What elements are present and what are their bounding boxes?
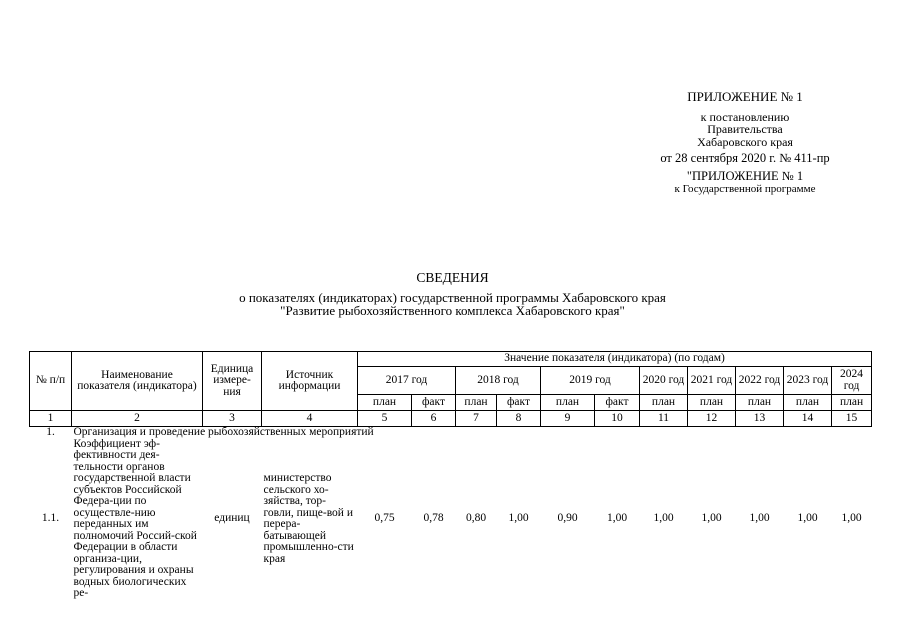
indicators-table <box>29 351 872 600</box>
col-number: 8 <box>497 411 541 427</box>
col-number: 11 <box>640 411 688 427</box>
header-plan-2022: план <box>736 395 784 411</box>
header-year-2024: 2024 год <box>832 367 872 395</box>
value-2020-plan: 1,00 <box>653 512 674 525</box>
document-title: СВЕДЕНИЯ <box>416 270 489 285</box>
col-number: 3 <box>203 411 262 427</box>
appendix-line-3: Правительства <box>707 122 783 137</box>
value-2019-fact: 1,00 <box>606 512 628 525</box>
header-year-2020: 2020 год <box>640 367 688 395</box>
header-values-group: Значение показателя (индикатора) (по годам) <box>358 352 872 367</box>
indicator-source: министерство сельского хо-зяйства, тор-говли, пище-вой и перера-батывающей промышленно-сти края <box>263 472 354 565</box>
col-number: 9 <box>541 411 595 427</box>
value-2017-plan: 0,75 <box>374 512 395 525</box>
indicator-name: Коэффициент эф-фективности дея-тельности органов государственной власти субъектов Российской Федера-ции по осуществле-нию переданных им полномочий Россий-ской Федерации в области организа-ции, регулирования и охраны водных биологических ре- <box>73 437 197 599</box>
value-2023-plan: 1,00 <box>797 512 818 525</box>
subtitle-line-2: "Развитие рыбохозяйственного комплекса Хабаровского края" <box>280 303 625 318</box>
header-year-2017: 2017 год <box>358 367 456 395</box>
header-plan-2021: план <box>688 395 736 411</box>
section-title: Организация и проведение рыбохозяйственных мероприятий <box>73 426 374 438</box>
appendix-program-ref: к Государственной программе <box>674 182 816 195</box>
section-number: 1. <box>46 426 55 438</box>
appendix-title: ПРИЛОЖЕНИЕ № 1 <box>687 89 803 104</box>
value-2022-plan: 1,00 <box>749 512 770 525</box>
header-year-2019: 2019 год <box>541 367 640 395</box>
col-number: 1 <box>30 411 72 427</box>
header-plan-2018: план <box>456 395 497 411</box>
col-number: 4 <box>262 411 358 427</box>
appendix-block <box>625 90 865 195</box>
indicator-unit: единиц <box>214 512 250 525</box>
header-fact-2019: факт <box>595 395 640 411</box>
header-plan-2017: план <box>358 395 412 411</box>
header-plan-2024: план <box>832 395 872 411</box>
header-plan-2023: план <box>784 395 832 411</box>
value-2018-plan: 0,80 <box>465 512 487 525</box>
col-number: 6 <box>412 411 456 427</box>
header-num: № п/п <box>30 352 72 411</box>
col-number: 5 <box>358 411 412 427</box>
col-number: 2 <box>72 411 203 427</box>
value-2019-plan: 0,90 <box>557 512 578 525</box>
header-fact-2017: факт <box>412 395 456 411</box>
header-plan-2020: план <box>640 395 688 411</box>
header-year-2022: 2022 год <box>736 367 784 395</box>
value-2017-fact: 0,78 <box>423 512 444 525</box>
subtitle-line-1: о показателях (индикаторах) государственной программы Хабаровского края <box>239 290 666 305</box>
col-number: 12 <box>688 411 736 427</box>
appendix-date: от 28 сентября 2020 г. № 411-пр <box>660 151 830 166</box>
header-year-2023: 2023 год <box>784 367 832 395</box>
col-number: 10 <box>595 411 640 427</box>
col-number: 7 <box>456 411 497 427</box>
value-2018-fact: 1,00 <box>508 512 529 525</box>
appendix-line-4: Хабаровского края <box>697 134 793 149</box>
col-number: 13 <box>736 411 784 427</box>
header-year-2021: 2021 год <box>688 367 736 395</box>
header-plan-2019: план <box>541 395 595 411</box>
header-year-2018: 2018 год <box>456 367 541 395</box>
row-number: 1.1. <box>41 512 60 525</box>
appendix-line-2: к постановлению <box>700 109 790 124</box>
header-source: Источник информации <box>262 352 358 411</box>
header-fact-2018: факт <box>497 395 541 411</box>
header-name: Наименование показателя (индикатора) <box>72 352 203 411</box>
col-number: 14 <box>784 411 832 427</box>
document-subtitle <box>0 291 905 317</box>
header-unit: Единица измере-ния <box>203 352 262 411</box>
table-row <box>30 439 872 600</box>
col-number: 15 <box>832 411 872 427</box>
appendix-program-title: "ПРИЛОЖЕНИЕ № 1 <box>686 168 804 183</box>
value-2024-plan: 1,00 <box>841 512 862 525</box>
value-2021-plan: 1,00 <box>701 512 722 525</box>
